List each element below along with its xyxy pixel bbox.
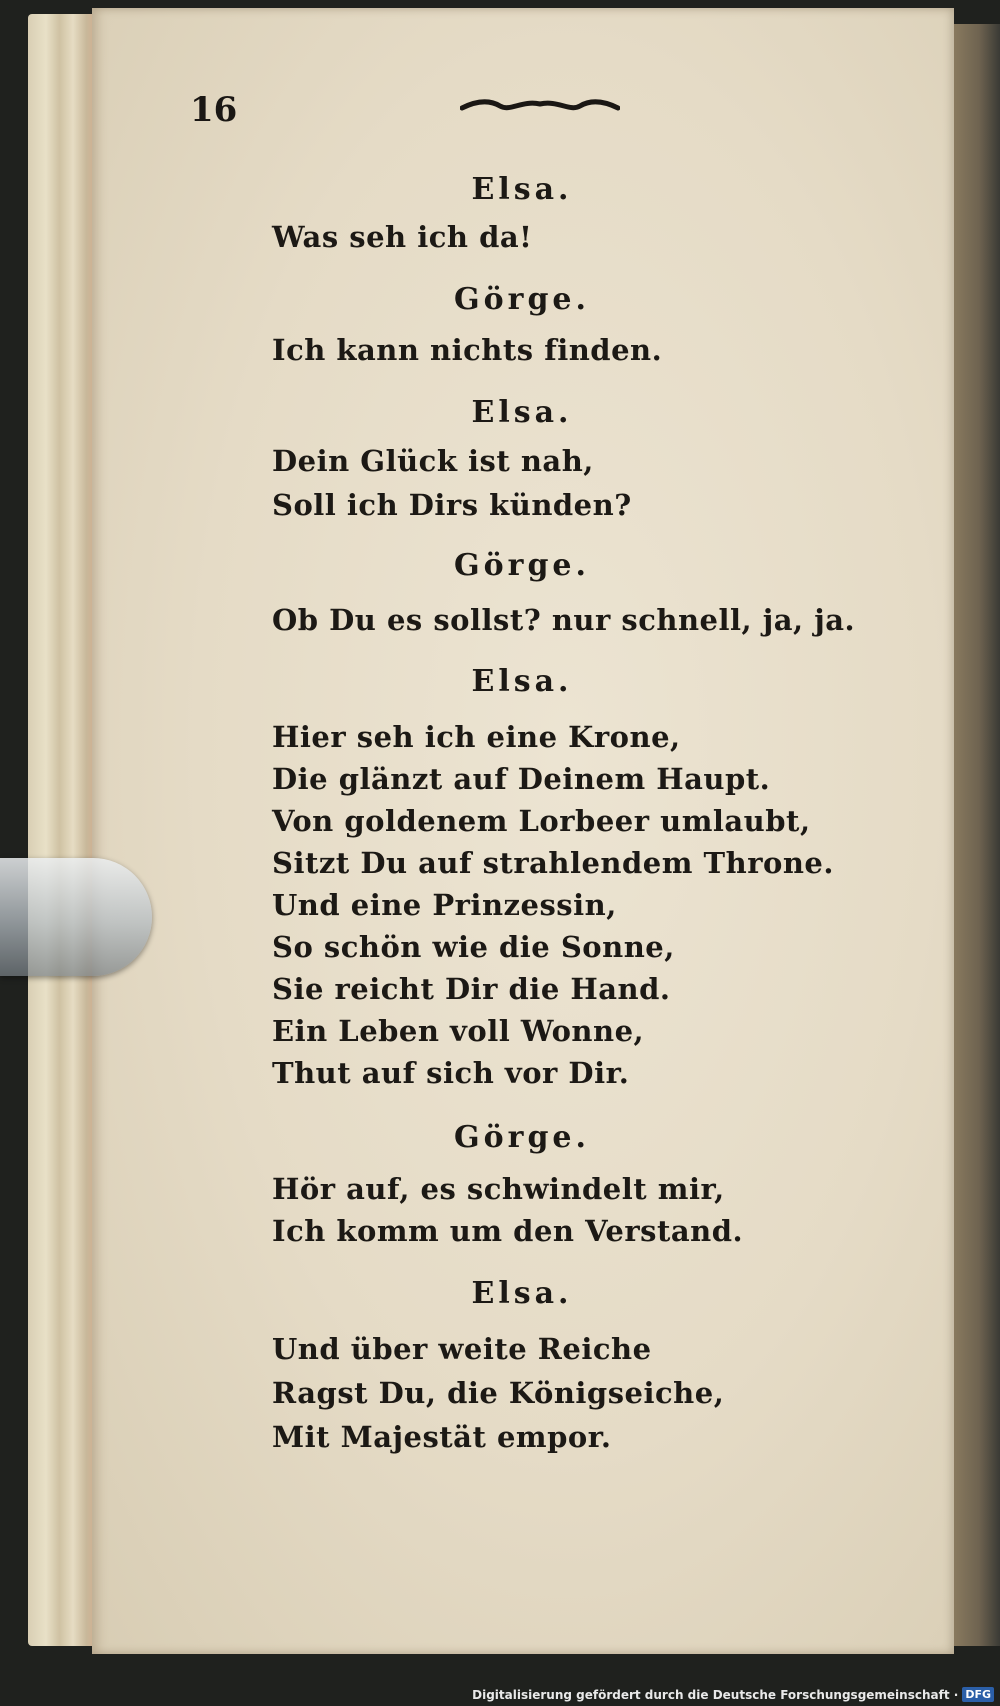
verse-line: Die glänzt auf Deinem Haupt. [272, 762, 771, 796]
credit-text: Digitalisierung gefördert durch die Deutsche Forschungsgemeinschaft · [472, 1687, 959, 1702]
verse-line: Ein Leben voll Wonne, [272, 1014, 645, 1048]
verse-line: Sitzt Du auf strahlendem Throne. [272, 846, 834, 880]
verse-line: Thut auf sich vor Dir. [272, 1056, 630, 1090]
speaker-name: Görge. [454, 1120, 590, 1155]
verse-line: Sie reicht Dir die Hand. [272, 972, 671, 1006]
verse-line: Was seh ich da! [272, 220, 533, 254]
book-cover-edge [948, 24, 1000, 1646]
verse-line: Von goldenem Lorbeer umlaubt, [272, 804, 811, 838]
speaker-name: Elsa. [471, 172, 573, 207]
page-holder-clip [0, 858, 152, 976]
verse-line: Ragst Du, die Königseiche, [272, 1376, 725, 1410]
verse-line: Hier seh ich eine Krone, [272, 720, 681, 754]
verse-line: Dein Glück ist nah, [272, 444, 594, 478]
verse-line: Und eine Prinzessin, [272, 888, 617, 922]
dfg-logo: DFG [962, 1687, 994, 1702]
verse-line: Soll ich Dirs künden? [272, 488, 632, 522]
verse-line: Und über weite Reiche [272, 1332, 652, 1366]
page-number: 16 [190, 90, 238, 130]
ornament-divider [460, 96, 620, 116]
speaker-name: Elsa. [471, 395, 573, 430]
verse-line: Ich kann nichts finden. [272, 333, 663, 367]
verse-line: Ich komm um den Verstand. [272, 1214, 744, 1248]
verse-line: So schön wie die Sonne, [272, 930, 675, 964]
speaker-name: Görge. [454, 282, 590, 317]
speaker-name: Görge. [454, 548, 590, 583]
verse-line: Mit Majestät empor. [272, 1420, 612, 1454]
speaker-name: Elsa. [471, 664, 573, 699]
speaker-name: Elsa. [471, 1276, 573, 1311]
verse-line: Hör auf, es schwindelt mir, [272, 1172, 725, 1206]
verse-line: Ob Du es sollst? nur schnell, ja, ja. [272, 603, 856, 637]
digitization-credit [472, 1687, 994, 1702]
